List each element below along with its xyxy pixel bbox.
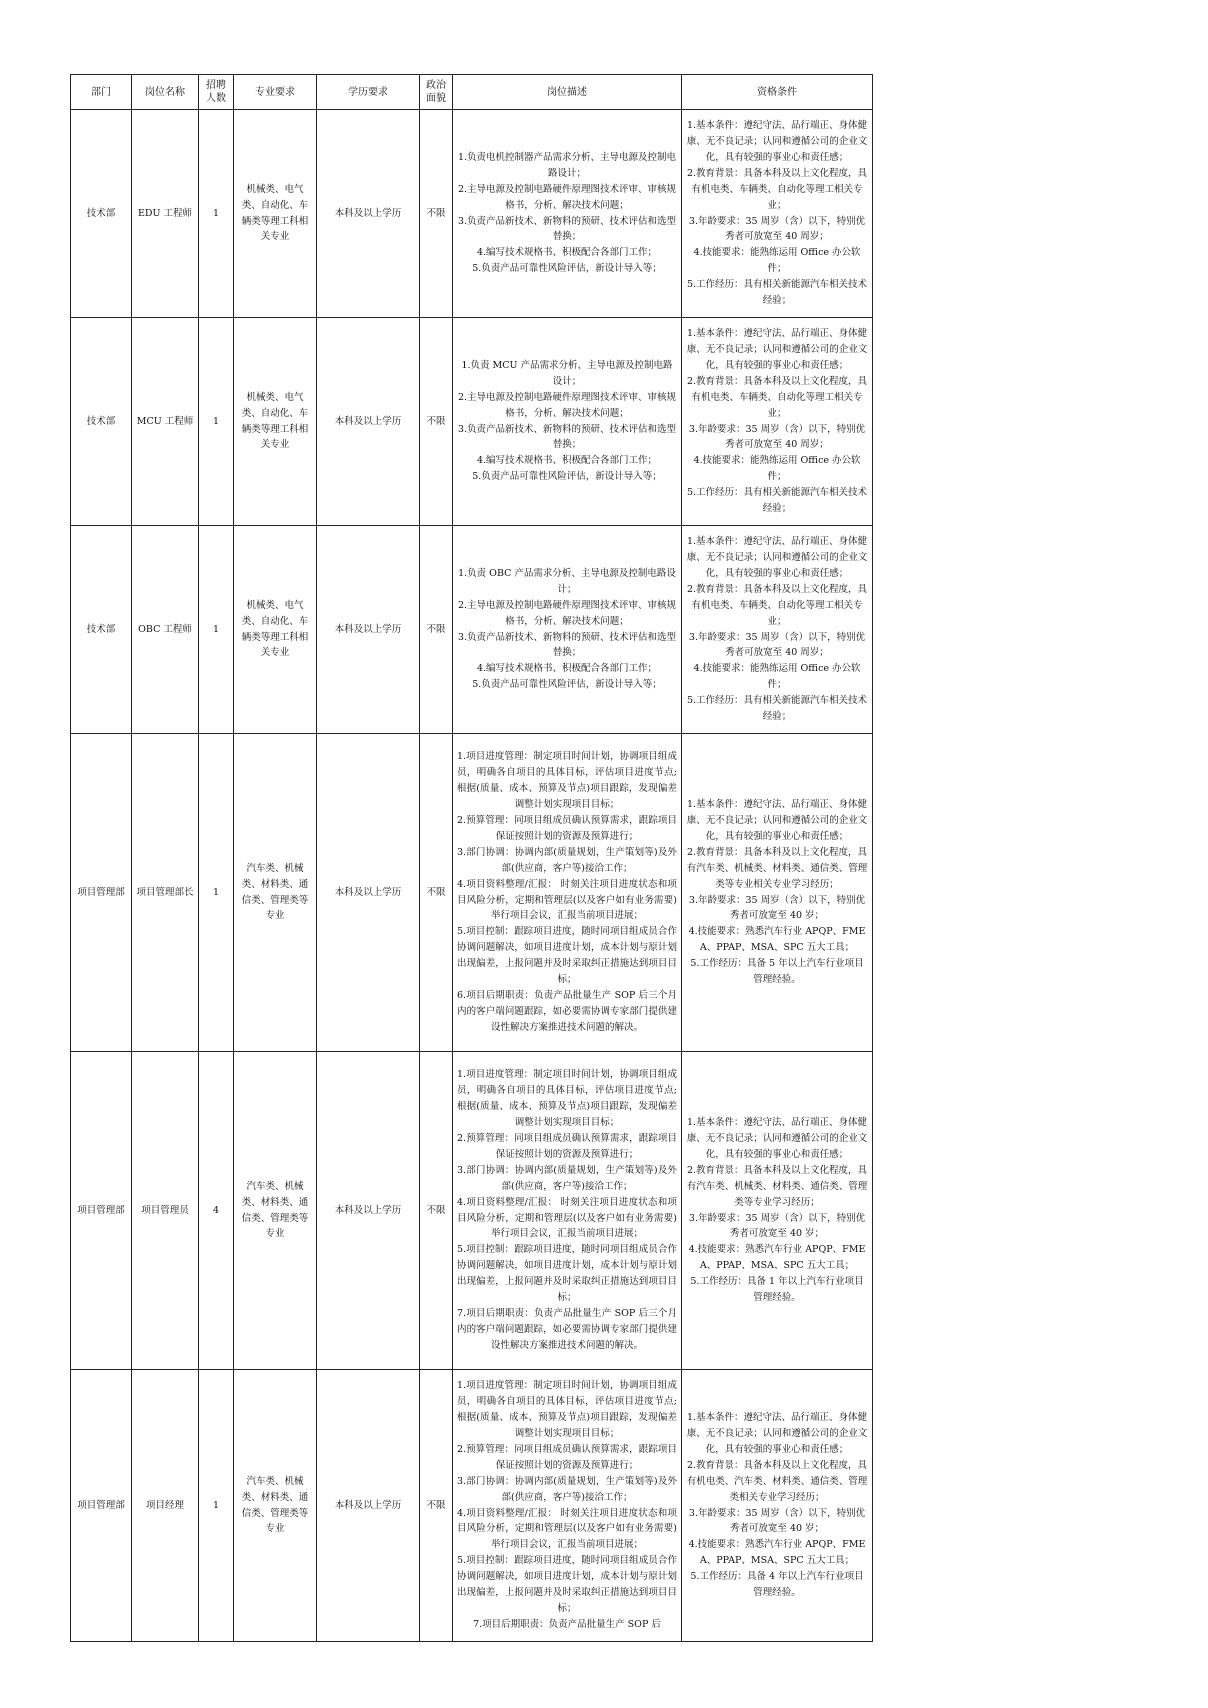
header-count: 招聘 人数	[199, 75, 234, 110]
desc-cell	[453, 526, 682, 734]
desc-line: 5.负责产品可靠性风险评估，新设计导入等；	[472, 471, 662, 483]
header-title: 岗位名称	[132, 75, 199, 110]
header-dept: 部门	[71, 75, 132, 110]
political-cell: 不限	[420, 526, 453, 734]
edu-cell: 本科及以上学历	[317, 734, 420, 1052]
table-row	[71, 110, 873, 318]
qual-line: 4.技能要求：熟悉汽车行业 APQP、FMEA、PPAP、MSA、SPC 五大工具；	[688, 1539, 866, 1567]
qual-line: 3.年龄要求：35 周岁（含）以下，特别优秀者可放宽至 40 岁；	[688, 1507, 866, 1535]
desc-line: 1.项目进度管理：制定项目时间计划，协调项目组成员，明确各自项目的具体目标，评估项目进度节点;根据(质量、成本、预算及节点)项目跟踪，发现偏差调整计划实现项目目标；	[457, 1380, 677, 1439]
desc-line: 7.项目后期职责：负责产品批量生产 SOP 后	[473, 1618, 661, 1630]
desc-line: 5.负责产品可靠性风险评估，新设计导入等；	[472, 679, 662, 691]
dept-cell: 技术部	[71, 318, 132, 526]
major-cell: 机械类、电气类、自动化、车辆类等理工科相关专业	[234, 110, 317, 318]
desc-line: 5.负责产品可靠性风险评估，新设计导入等；	[472, 263, 662, 275]
qual-line: 4.技能要求：能熟练运用 Office 办公软件；	[693, 663, 861, 691]
count-cell: 1	[199, 734, 234, 1052]
political-cell: 不限	[420, 1370, 453, 1642]
qual-line: 5.工作经历：具有相关新能源汽车相关技术经验；	[686, 695, 868, 723]
desc-line: 4.项目资料整理/汇报： 时刻关注项目进度状态和项目风险分析，定期和管理层(以及客户如有业务需要)举行项目会议，汇报当前项目进展；	[457, 1507, 677, 1551]
dept-cell: 项目管理部	[71, 1052, 132, 1370]
desc-line: 2.预算管理：同项目组成员确认预算需求，跟踪项目保证按照计划的资源及预算进行；	[457, 814, 677, 842]
qual-line: 2.教育背景：具备本科及以上文化程度，具有机电类、车辆类、自动化等理工相关专业；	[686, 167, 868, 211]
table-row	[71, 526, 873, 734]
desc-line: 4.编写技术规格书、积极配合各部门工作；	[476, 247, 658, 259]
desc-line: 3.部门协调：协调内部(质量规划，生产策划等)及外部(供应商，客户等)接洽工作；	[457, 1164, 677, 1192]
desc-cell	[453, 318, 682, 526]
title-cell: EDU 工程师	[132, 110, 199, 318]
title-cell: 项目经理	[132, 1370, 199, 1642]
recruitment-table-page	[70, 74, 872, 1642]
desc-line: 5.项目控制：跟踪项目进度，随时同项目组成员合作协调问题解决，如项目进度计划，成本计划与原计划出现偏差，上报问题并及时采取纠正措施达到项目目标；	[457, 926, 677, 986]
dept-cell: 技术部	[71, 110, 132, 318]
qual-line: 4.技能要求：熟悉汽车行业 APQP、FMEA、PPAP、MSA、SPC 五大工具；	[688, 1244, 866, 1272]
header-edu: 学历要求	[317, 75, 420, 110]
desc-line: 4.编写技术规格书、积极配合各部门工作；	[476, 455, 658, 467]
desc-line: 1.负责 OBC 产品需求分析、主导电源及控制电路设计；	[458, 567, 676, 595]
title-cell: 项目管理部长	[132, 734, 199, 1052]
political-cell: 不限	[420, 1052, 453, 1370]
qual-line: 3.年龄要求：35 周岁（含）以下，特别优秀者可放宽至 40 周岁；	[688, 423, 866, 451]
edu-cell: 本科及以上学历	[317, 110, 420, 318]
qual-line: 3.年龄要求：35 周岁（含）以下，特别优秀者可放宽至 40 周岁；	[688, 215, 866, 243]
major-cell: 机械类、电气类、自动化、车辆类等理工科相关专业	[234, 318, 317, 526]
header-qual: 资格条件	[682, 75, 873, 110]
political-cell: 不限	[420, 318, 453, 526]
desc-line: 2.主导电源及控制电路硬件原理图技术评审、审核规格书，分析、解决技术问题；	[457, 599, 677, 627]
qual-line: 5.工作经历：具备 4 年以上汽车行业项目管理经验。	[690, 1571, 864, 1599]
table-row	[71, 318, 873, 526]
desc-line: 4.编写技术规格书、积极配合各部门工作；	[476, 663, 658, 675]
count-cell: 1	[199, 318, 234, 526]
desc-line: 1.负责电机控制器产品需求分析、主导电源及控制电路设计；	[457, 151, 677, 179]
desc-line: 7.项目后期职责：负责产品批量生产 SOP 后三个月内的客户端问题跟踪，如必要需协调专家部门提供建设性解决方案推进技术问题的解决。	[457, 1307, 677, 1351]
qual-line: 1.基本条件：遵纪守法、品行端正、身体健康、无不良记录；认同和遵循公司的企业文化，具有较强的事业心和责任感；	[686, 1117, 868, 1160]
desc-cell	[453, 1052, 682, 1370]
title-cell: 项目管理员	[132, 1052, 199, 1370]
edu-cell: 本科及以上学历	[317, 318, 420, 526]
qual-line: 4.技能要求：能熟练运用 Office 办公软件；	[693, 247, 861, 275]
major-cell: 汽车类、机械类、材料类、通信类、管理类等专业	[234, 734, 317, 1052]
dept-cell: 技术部	[71, 526, 132, 734]
table-row	[71, 734, 873, 1052]
qual-line: 2.教育背景：具备本科及以上文化程度，具有机电类、汽车类、材料类、通信类、管理类相关专业学习经历；	[686, 1459, 868, 1503]
qual-line: 1.基本条件：遵纪守法、品行端正、身体健康、无不良记录；认同和遵循公司的企业文化，具有较强的事业心和责任感；	[686, 1412, 868, 1455]
qual-line: 3.年龄要求：35 周岁（含）以下，特别优秀者可放宽至 40 岁；	[688, 894, 866, 922]
desc-cell	[453, 1370, 682, 1642]
table-row	[71, 1370, 873, 1642]
edu-cell: 本科及以上学历	[317, 1052, 420, 1370]
desc-line: 3.负责产品新技术、新物料的预研、技术评估和选型替换；	[457, 215, 677, 243]
qual-line: 4.技能要求：熟悉汽车行业 APQP、FMEA、PPAP、MSA、SPC 五大工具；	[688, 926, 866, 954]
title-cell: MCU 工程师	[132, 318, 199, 526]
count-cell: 1	[199, 110, 234, 318]
qual-line: 1.基本条件：遵纪守法、品行端正、身体健康、无不良记录；认同和遵循公司的企业文化，具有较强的事业心和责任感；	[686, 536, 868, 579]
table-header-row	[71, 75, 873, 110]
qual-line: 3.年龄要求：35 周岁（含）以下，特别优秀者可放宽至 40 岁；	[688, 1212, 866, 1240]
qual-line: 1.基本条件：遵纪守法、品行端正、身体健康、无不良记录；认同和遵循公司的企业文化，具有较强的事业心和责任感；	[686, 120, 868, 163]
dept-cell: 项目管理部	[71, 1370, 132, 1642]
edu-cell: 本科及以上学历	[317, 1370, 420, 1642]
desc-cell	[453, 110, 682, 318]
header-major: 专业要求	[234, 75, 317, 110]
header-desc: 岗位描述	[453, 75, 682, 110]
qual-line: 5.工作经历：具备 1 年以上汽车行业项目管理经验。	[690, 1276, 864, 1304]
qual-line: 2.教育背景：具备本科及以上文化程度，具有汽车类、机械类、材料类、通信类、管理类等专业学习经历；	[686, 1164, 868, 1208]
header-political: 政治 面貌	[420, 75, 453, 110]
qual-line: 5.工作经历：具有相关新能源汽车相关技术经验；	[686, 487, 868, 515]
qual-cell	[682, 318, 873, 526]
desc-line: 2.主导电源及控制电路硬件原理图技术评审、审核规格书，分析、解决技术问题；	[457, 183, 677, 211]
major-cell: 机械类、电气类、自动化、车辆类等理工科相关专业	[234, 526, 317, 734]
desc-line: 3.部门协调：协调内部(质量规划，生产策划等)及外部(供应商，客户等)接洽工作；	[457, 1475, 677, 1503]
political-cell: 不限	[420, 110, 453, 318]
desc-line: 3.负责产品新技术、新物料的预研、技术评估和选型替换；	[457, 423, 677, 451]
qual-line: 2.教育背景：具备本科及以上文化程度，具有机电类、车辆类、自动化等理工相关专业；	[686, 375, 868, 419]
count-cell: 1	[199, 1370, 234, 1642]
qual-cell	[682, 110, 873, 318]
qual-line: 3.年龄要求：35 周岁（含）以下，特别优秀者可放宽至 40 周岁；	[688, 631, 866, 659]
desc-line: 3.负责产品新技术、新物料的预研、技术评估和选型替换；	[457, 631, 677, 659]
qual-cell	[682, 1052, 873, 1370]
edu-cell: 本科及以上学历	[317, 526, 420, 734]
qual-line: 1.基本条件：遵纪守法、品行端正、身体健康、无不良记录；认同和遵循公司的企业文化，具有较强的事业心和责任感；	[686, 799, 868, 842]
desc-line: 2.预算管理：同项目组成员确认预算需求，跟踪项目保证按照计划的资源及预算进行；	[457, 1132, 677, 1160]
desc-line: 5.项目控制：跟踪项目进度，随时同项目组成员合作协调问题解决，如项目进度计划，成本计划与原计划出现偏差，上报问题并及时采取纠正措施达到项目目标；	[457, 1244, 677, 1304]
dept-cell: 项目管理部	[71, 734, 132, 1052]
qual-line: 4.技能要求：能熟练运用 Office 办公软件；	[693, 455, 861, 483]
desc-cell	[453, 734, 682, 1052]
desc-line: 4.项目资料整理/汇报： 时刻关注项目进度状态和项目风险分析，定期和管理层(以及客户如有业务需要)举行项目会议，汇报当前项目进展；	[457, 878, 677, 922]
desc-line: 1.负责 MCU 产品需求分析、主导电源及控制电路设计；	[461, 359, 673, 387]
major-cell: 汽车类、机械类、材料类、通信类、管理类等专业	[234, 1370, 317, 1642]
major-cell: 汽车类、机械类、材料类、通信类、管理类等专业	[234, 1052, 317, 1370]
recruitment-table	[70, 74, 873, 1642]
qual-cell	[682, 734, 873, 1052]
desc-line: 5.项目控制：跟踪项目进度，随时同项目组成员合作协调问题解决，如项目进度计划，成本计划与原计划出现偏差，上报问题并及时采取纠正措施达到项目目标；	[457, 1555, 677, 1614]
qual-line: 1.基本条件：遵纪守法、品行端正、身体健康、无不良记录；认同和遵循公司的企业文化，具有较强的事业心和责任感；	[686, 328, 868, 371]
desc-line: 2.主导电源及控制电路硬件原理图技术评审、审核规格书，分析、解决技术问题；	[457, 391, 677, 419]
qual-cell	[682, 1370, 873, 1642]
qual-line: 5.工作经历：具备 5 年以上汽车行业项目管理经验。	[690, 958, 864, 986]
desc-line: 3.部门协调：协调内部(质量规划，生产策划等)及外部(供应商，客户等)接洽工作；	[457, 846, 677, 874]
count-cell: 4	[199, 1052, 234, 1370]
count-cell: 1	[199, 526, 234, 734]
qual-line: 5.工作经历：具有相关新能源汽车相关技术经验；	[686, 279, 868, 307]
qual-line: 2.教育背景：具备本科及以上文化程度，具有机电类、车辆类、自动化等理工相关专业；	[686, 583, 868, 627]
desc-line: 6.项目后期职责：负责产品批量生产 SOP 后三个月内的客户端问题跟踪，如必要需协调专家部门提供建设性解决方案推进技术问题的解决。	[457, 989, 677, 1033]
qual-cell	[682, 526, 873, 734]
desc-line: 2.预算管理：同项目组成员确认预算需求，跟踪项目保证按照计划的资源及预算进行；	[457, 1443, 677, 1471]
qual-line: 2.教育背景：具备本科及以上文化程度，具有汽车类、机械类、材料类、通信类、管理类等专业相关专业学习经历；	[686, 846, 868, 890]
political-cell: 不限	[420, 734, 453, 1052]
title-cell: OBC 工程师	[132, 526, 199, 734]
table-row	[71, 1052, 873, 1370]
desc-line: 4.项目资料整理/汇报： 时刻关注项目进度状态和项目风险分析，定期和管理层(以及客户如有业务需要)举行项目会议，汇报当前项目进展；	[457, 1196, 677, 1240]
desc-line: 1.项目进度管理：制定项目时间计划，协调项目组成员，明确各自项目的具体目标，评估项目进度节点;根据(质量、成本、预算及节点)项目跟踪，发现偏差调整计划实现项目目标；	[457, 751, 677, 811]
desc-line: 1.项目进度管理：制定项目时间计划，协调项目组成员，明确各自项目的具体目标，评估项目进度节点;根据(质量、成本、预算及节点)项目跟踪，发现偏差调整计划实现项目目标；	[457, 1069, 677, 1129]
